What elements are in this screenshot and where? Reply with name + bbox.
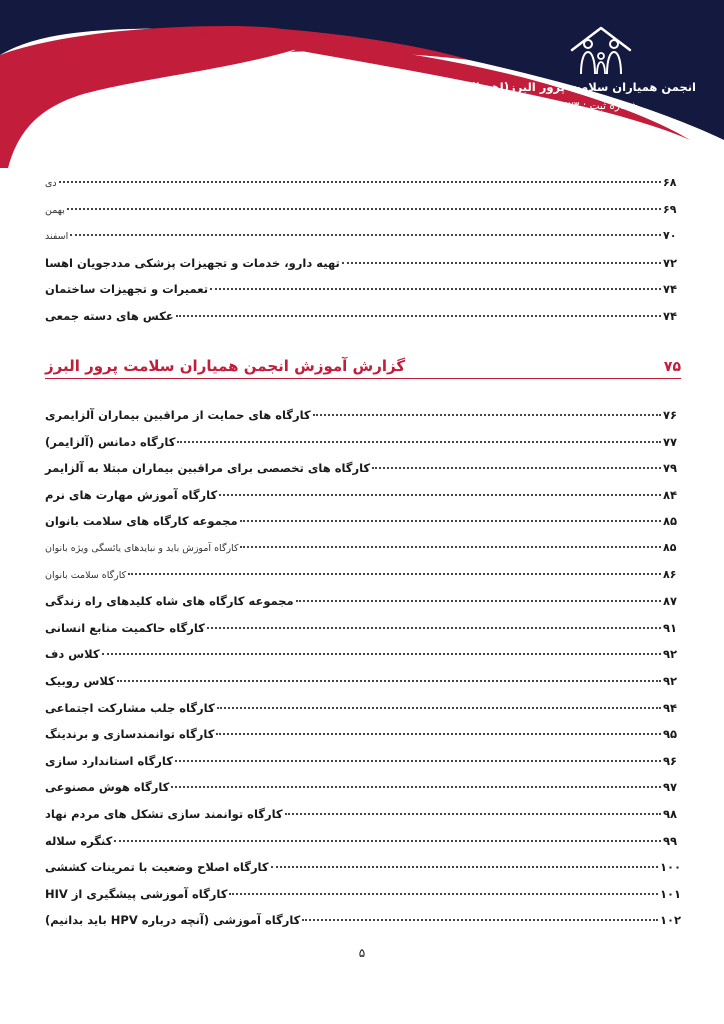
toc-entry-page: ۹۶ (663, 753, 678, 768)
toc-entry-title: کارگاه های تخصصی برای مراقبین بیماران مبتلا به آلزایمر (45, 461, 371, 476)
organization-name: انجمن همیاران سلامت پرور البرز(اهسا) (470, 80, 696, 94)
toc-leader-dots (216, 733, 661, 735)
toc-entry-page: ۶۸ (663, 176, 677, 189)
toc-entry[interactable] (45, 807, 681, 821)
toc-entry[interactable] (45, 887, 681, 901)
toc-entry-page: ۸۷ (663, 594, 678, 609)
toc-leader-dots (296, 600, 661, 602)
toc-entry-title: کارگاه آموزش باید و نبایدهای یائسگی ویژه بانوان (45, 543, 239, 554)
toc-entry[interactable] (45, 514, 681, 528)
toc-entry[interactable] (45, 568, 681, 581)
toc-entry-title: کارگاه حاکمیت منابع انسانی (45, 620, 205, 635)
toc-entry-title: کارگاه اصلاح وضعیت با تمرینات کششی (45, 860, 269, 875)
toc-entry-page: ۷۹ (663, 461, 678, 476)
toc-entry-page: ۱۰۲ (659, 913, 681, 928)
toc-leader-dots (285, 813, 661, 815)
toc-entry[interactable] (45, 282, 681, 296)
toc-entry-title: کلاس روبیک (45, 674, 115, 688)
toc-entry[interactable] (45, 256, 681, 270)
toc-entry-page: ۹۷ (663, 780, 678, 795)
organization-info (466, 24, 696, 124)
toc-entry[interactable] (45, 541, 681, 554)
registration-number: شماره ثبت : ۲۴۲۳ (556, 100, 638, 112)
toc-entry-title: کارگاه آموزشی (آنچه درباره HPV باید بدانیم) (45, 913, 301, 928)
toc-entry[interactable] (45, 701, 681, 715)
toc-entry-page: ۸۵ (663, 514, 678, 529)
house-family-icon (566, 24, 636, 78)
toc-entry[interactable] (45, 647, 681, 661)
toc-entry[interactable] (45, 203, 681, 216)
toc-entry-page: ۷۴ (663, 308, 678, 323)
toc-entry-title: کارگاه آموزش مهارت های نرم (45, 487, 218, 502)
toc-leader-dots (240, 546, 661, 548)
toc-entry-page: ۶۹ (663, 202, 677, 216)
toc-entry-title: کلاس دف (45, 647, 100, 662)
toc-leader-dots (177, 441, 661, 443)
toc-entry-page: ۹۴ (663, 700, 678, 715)
toc-entry-page: ۷۰ (663, 229, 677, 242)
toc-entry-page: ۱۰۱ (659, 886, 681, 901)
toc-entry-title: اسفند (45, 231, 69, 242)
toc-entry-page: ۹۵ (663, 727, 678, 742)
toc-leader-dots (271, 866, 658, 868)
toc-leader-dots (229, 893, 658, 895)
section-page-number: ۷۵ (663, 359, 681, 375)
toc-entry-title: مجموعه کارگاه های سلامت بانوان (45, 514, 238, 529)
toc-entry[interactable] (45, 435, 681, 449)
toc-entry[interactable] (45, 309, 681, 323)
toc-leader-dots (176, 315, 661, 317)
toc-leader-dots (210, 288, 661, 290)
toc-leader-dots (219, 494, 661, 496)
toc-leader-dots (342, 262, 661, 264)
toc-entry-page: ۹۱ (663, 620, 678, 635)
toc-leader-dots (128, 573, 661, 575)
toc-entry-page: ۹۲ (663, 647, 678, 662)
toc-leader-dots (175, 760, 661, 762)
toc-leader-dots (70, 234, 661, 236)
toc-entry-page: ۹۸ (663, 807, 678, 821)
toc-entry-title: کارگاه های حمایت از مراقبین بیماران آلزایمری (45, 408, 311, 422)
toc-entry-page: ۸۵ (663, 541, 677, 554)
toc-entry-title: دی (45, 178, 57, 189)
toc-entry-page: ۸۶ (663, 567, 677, 581)
toc-entry-title: مجموعه کارگاه های شاه کلیدهای راه زندگی (45, 594, 294, 609)
toc-entry-title: کارگاه توانمندسازی و برندینگ (45, 727, 215, 742)
toc-leader-dots (372, 467, 661, 469)
section-title: گزارش آموزش انجمن همیاران سلامت پرور البرز (45, 357, 406, 375)
page-number: ۵ (358, 946, 366, 960)
toc-entry[interactable] (45, 754, 681, 768)
toc-entry[interactable] (45, 229, 681, 242)
toc-entry[interactable] (45, 674, 681, 688)
toc-entry-page: ۷۴ (663, 282, 678, 296)
toc-leader-dots (302, 919, 658, 921)
toc-entry-page: ۷۷ (663, 434, 678, 449)
toc-leader-dots (102, 653, 661, 655)
toc-entry-title: کارگاه آموزشی پیشگیری از HIV (45, 886, 228, 901)
toc-entry-title: بهمن (45, 204, 65, 216)
toc-entry-page: ۹۹ (663, 833, 678, 848)
toc-entry[interactable] (45, 860, 681, 874)
toc-leader-dots (67, 208, 661, 210)
toc-entry-page: ۹۲ (663, 674, 678, 688)
toc-leader-dots (217, 707, 661, 709)
toc-leader-dots (171, 786, 661, 788)
toc-entry[interactable] (45, 834, 681, 848)
toc-entry[interactable] (45, 780, 681, 794)
toc-entry-title: عکس های دسته جمعی (45, 308, 174, 323)
toc-entry[interactable] (45, 913, 681, 927)
toc-entry-title: تعمیرات و تجهیزات ساختمان (45, 282, 209, 296)
toc-entry-page: ۷۲ (663, 255, 678, 270)
toc-entry-title: کارگاه جلب مشارکت اجتماعی (45, 700, 215, 715)
toc-entry-title: کارگاه هوش مصنوعی (45, 780, 170, 795)
toc-entry[interactable] (45, 176, 681, 189)
toc-entry-title: کارگاه سلامت بانوان (45, 569, 127, 581)
toc-entry-page: ۱۰۰ (659, 860, 681, 875)
toc-leader-dots (59, 181, 661, 183)
toc-entry-page: ۸۴ (663, 487, 678, 502)
toc-leader-dots (207, 627, 661, 629)
toc-entry[interactable] (45, 727, 681, 741)
toc-leader-dots (240, 520, 661, 522)
toc-leader-dots (313, 414, 661, 416)
section-heading[interactable] (45, 352, 681, 379)
toc-entry-title: کنگره سلاله (45, 833, 113, 848)
toc-entry-page: ۷۶ (663, 408, 678, 422)
toc-entry[interactable] (45, 408, 681, 422)
toc-entry[interactable] (45, 594, 681, 608)
toc-entry[interactable] (45, 461, 681, 475)
toc-entry-title: کارگاه دمانس (آلزایمر) (45, 434, 176, 449)
toc-entry-title: کارگاه توانمند سازی تشکل های مردم نهاد (45, 807, 283, 821)
toc-entry-title: تهیه دارو، خدمات و تجهیزات پزشکی مددجویان اهسا (45, 255, 340, 270)
toc-leader-dots (117, 680, 661, 682)
toc-entry[interactable] (45, 621, 681, 635)
toc-entry[interactable] (45, 488, 681, 502)
toc-leader-dots (114, 840, 661, 842)
toc-entry-title: کارگاه استاندارد سازی (45, 753, 173, 768)
